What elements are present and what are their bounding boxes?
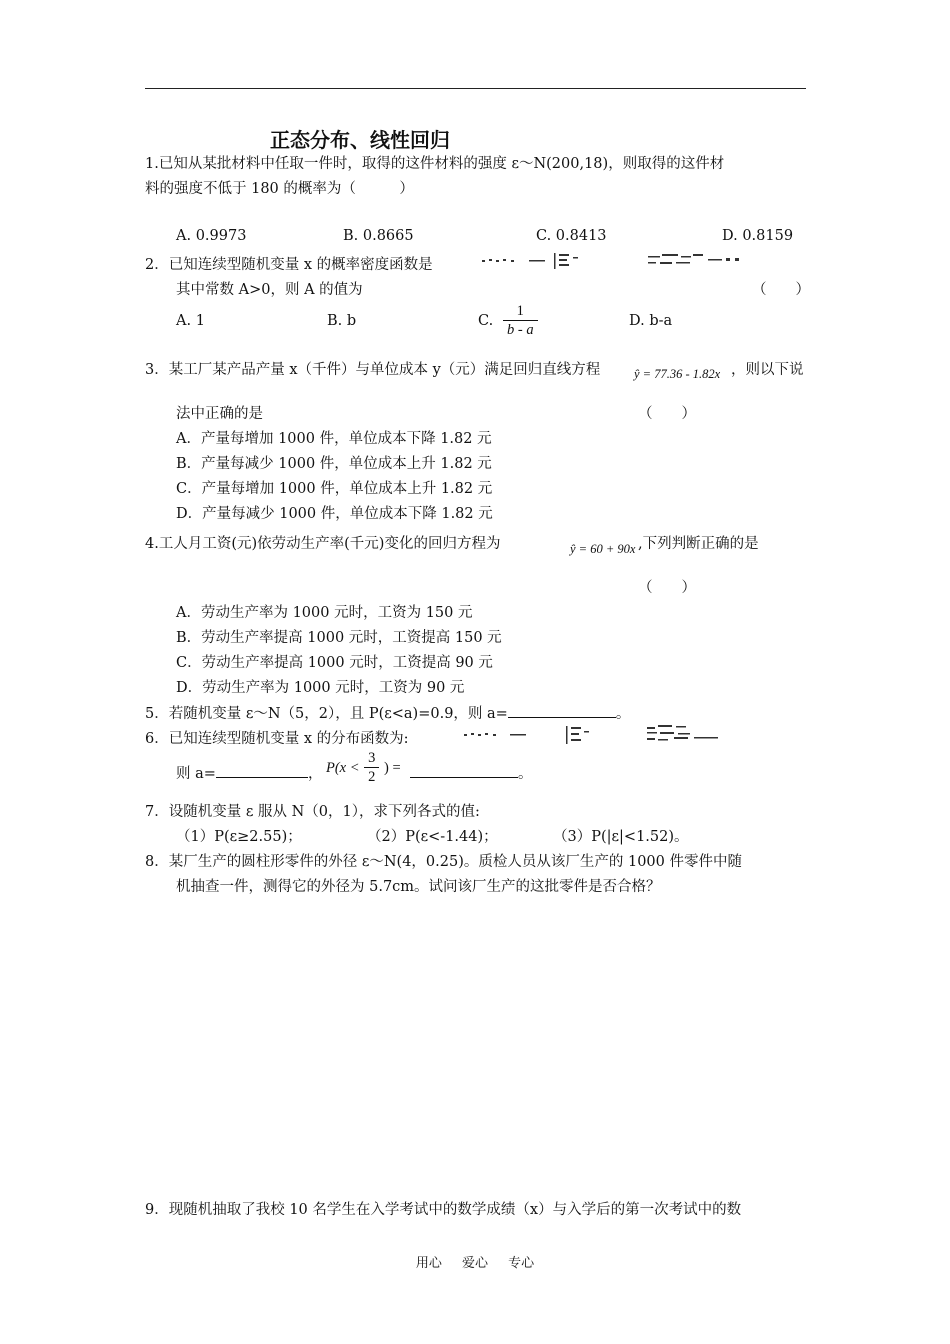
q1-option-c: C. 0.8413 [536,228,607,244]
q6-line1: 6．已知连续型随机变量 x 的分布函数为: [145,731,409,747]
q7-part-3: （3）P(|ε|<1.52)。 [553,829,689,845]
q2-line2: 其中常数 A>0，则 A 的值为 [176,282,363,298]
q3-line2: 法中正确的是 [176,406,263,422]
q6-probability-blank[interactable] [410,763,518,778]
q7-part-1: （1）P(ε≥2.55)； [176,829,302,845]
q4-answer-bracket: （ ） [638,580,696,596]
q3-regression-equation: ŷ = 77.36 - 1.82x [634,367,721,381]
footer-item-zhuanxin: 专心 [508,1256,535,1271]
q6-separator: ， [308,766,323,782]
q3-option-c: C．产量每增加 1000 件，单位成本上升 1.82 元 [176,481,493,497]
q4-line1: 4.工人月工资(元)依劳动生产率(千元)变化的回归方程为 [145,536,501,552]
page-title: 正态分布、线性回归 [270,128,450,152]
header-rule [145,88,806,89]
q5-text: 5．若随机变量 ε～N（5，2），且 P(ε<a)=0.9，则 a= [145,706,508,722]
q6-end: 。 [518,766,533,782]
footer-item-aixin: 爱心 [461,1256,488,1271]
q3-option-d: D．产量每减少 1000 件，单位成本下降 1.82 元 [176,506,493,522]
q4-line1-end: ,下列判断正确的是 [638,536,759,552]
q2-frac-numerator: 1 [503,303,538,321]
q6-line2 [216,762,323,783]
q2-option-c: C. [478,313,494,329]
q2-option-b: B. b [327,313,357,329]
q6-distribution-formula-image [462,723,762,747]
q8-line1: 8．某厂生产的圆柱形零件的外径 ε～N(4，0.25)。质检人员从该厂生产的 1000 件零件中随 [145,854,742,870]
q2-density-formula-image [480,250,780,272]
q7-part-2: （2）P(ε<-1.44)； [367,829,498,845]
q4-option-b: B．劳动生产率提高 1000 元时，工资提高 150 元 [176,630,502,646]
q3-line1-end: ，则以下说 [731,362,804,378]
q2-answer-bracket: （ ） [752,282,810,298]
q3-answer-bracket: （ ） [638,406,696,422]
q4-option-a: A．劳动生产率为 1000 元时，工资为 150 元 [176,605,473,621]
q1-option-b: B. 0.8665 [343,228,414,244]
footer-item-yongxin: 用心 [415,1256,442,1271]
q8-line2: 机抽查一件，测得它的外径为 5.7cm。试问该厂生产的这批零件是否合格？ [176,879,661,895]
q7-line1: 7．设随机变量 ε 服从 N（0，1），求下列各式的值: [145,804,480,820]
q4-option-c: C．劳动生产率提高 1000 元时，工资提高 90 元 [176,655,493,671]
q6-probability-expression [326,750,401,787]
q2-frac-denominator: b - a [507,322,534,338]
q2-option-a: A. 1 [176,313,205,329]
q6-prob-lhs: P(x < [326,760,360,776]
q6-frac-denominator: 2 [368,769,376,785]
q3-option-a: A．产量每增加 1000 件，单位成本下降 1.82 元 [176,431,492,447]
q1-option-d: D. 0.8159 [722,228,794,244]
q3-option-b: B．产量每减少 1000 件，单位成本上升 1.82 元 [176,456,492,472]
q5-answer-blank[interactable] [508,703,616,718]
q9-line1: 9．现随机抽取了我校 10 名学生在入学考试中的数学成绩（x）与入学后的第一次考试中的数 [145,1202,742,1218]
q3-line1: 3．某工厂某产品产量 x（千件）与单位成本 y（元）满足回归直线方程 [145,362,601,378]
q1-line1: 1.已知从某批材料中任取一件时，取得的这件材料的强度 ε～N(200,18)，则取得的这件材 [145,156,725,172]
q2-option-c-fraction [503,303,538,340]
q6-frac-numerator: 3 [364,750,379,768]
q6-prob-rhs: ) = [384,760,401,776]
q6-a-blank[interactable] [216,763,308,778]
q5-line [145,702,630,723]
q5-end: 。 [615,706,631,722]
q4-option-d: D．劳动生产率为 1000 元时，工资为 90 元 [176,680,465,696]
q4-regression-equation: ŷ = 60 + 90x [570,542,636,556]
page-footer [0,1252,950,1271]
q1-line2: 料的强度不低于 180 的概率为（ ） [145,181,414,197]
q6-probability-answer [410,762,533,783]
q6-line2-start: 则 a= [176,766,216,782]
q1-option-a: A. 0.9973 [176,228,247,244]
q2-line1: 2．已知连续型随机变量 x 的概率密度函数是 [145,257,433,273]
q2-option-d: D. b-a [629,313,673,329]
